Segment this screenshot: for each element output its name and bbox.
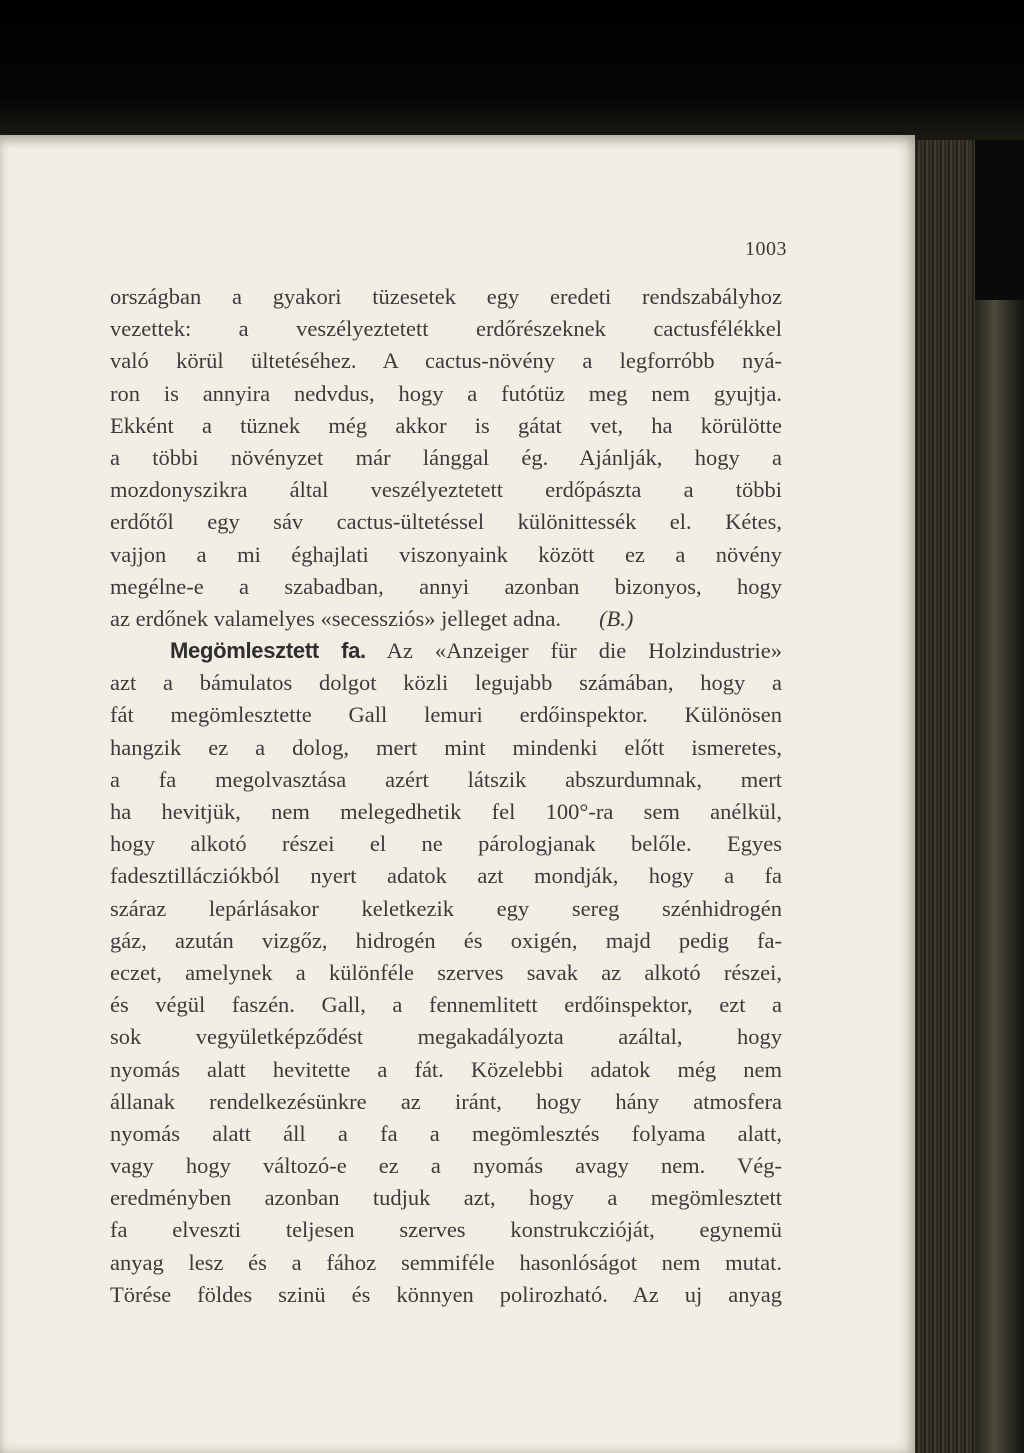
paragraph-1-line: vezettek: a veszélyeztetett erdőrészeknek cactusfélékkel (110, 316, 782, 342)
paragraph-1-line: a többi növényzet már lánggal ég. Ajánlják, hogy a (110, 444, 782, 470)
paragraph-1-line: vajjon a mi éghajlati viszonyaink között ez a növény (110, 541, 782, 567)
paragraph-2-first-line-text: Az «Anzeiger für die Holzindustrie» (386, 638, 782, 664)
paragraph-1-line: erdőtől egy sáv cactus-ültetéssel különittessék el. Kétes, (110, 509, 782, 535)
scan-background-top (0, 0, 1024, 140)
paragraph-1-line: ron is annyira nedvdus, hogy a futótüz meg nem gyujtja. (110, 380, 782, 406)
paragraph-2-line: nyomás alatt áll a fa a megömlesztés folyama alatt, (110, 1120, 782, 1146)
paragraph-2-first-line (110, 635, 782, 667)
paragraph-2-line: sok vegyületképződést megakadályozta azáltal, hogy (110, 1024, 782, 1050)
paragraph-1-line: való körül ültetéséhez. A cactus-növény a legforróbb nyá- (110, 348, 782, 374)
paragraph-2-line: Törése földes szinü és könnyen polirozható. Az uj anyag (110, 1281, 782, 1307)
paragraph-2-line: fa elveszti teljesen szerves konstrukczióját, egynemü (110, 1217, 782, 1243)
paragraph-2-line: eczet, amelynek a különféle szerves savak az alkotó részei, (110, 959, 782, 985)
body-text (110, 281, 782, 1311)
paragraph-2-line: azt a bámulatos dolgot közli legujabb számában, hogy a (110, 670, 782, 696)
paragraph-2-line: vagy hogy változó-e ez a nyomás avagy nem. Vég- (110, 1153, 782, 1179)
paragraph-1-line: országban a gyakori tüzesetek egy eredeti rendszabályhoz (110, 284, 782, 309)
paragraph-1-last-line (110, 603, 782, 635)
paragraph-2-line: ha hevitjük, nem melegedhetik fel 100°-ra sem anélkül, (110, 799, 782, 824)
paragraph-1-line: Ekként a tüznek még akkor is gátat vet, ha körülötte (110, 412, 782, 438)
paragraph-2-line: hogy alkotó részei el ne párologjanak belőle. Egyes (110, 831, 782, 857)
paragraph-1-line: megélne-e a szabadban, annyi azonban bizonyos, hogy (110, 573, 782, 599)
paragraph-2-line: fát megömlesztette Gall lemuri erdőinspektor. Különösen (110, 702, 782, 728)
page-number: 1003 (745, 238, 787, 260)
paragraph-2-line: fadesztillácziókból nyert adatok azt mondják, hogy a fa (110, 863, 782, 889)
paragraph-2-line: gáz, azután vizgőz, hidrogén és oxigén, majd pedig fa- (110, 927, 782, 953)
paragraph-2-line: nyomás alatt hevitette a fát. Közelebbi adatok még nem (110, 1056, 782, 1082)
paragraph-1-line: mozdonyszikra által veszélyeztetett erdőpászta a többi (110, 477, 782, 503)
author-signature: (B.) (599, 605, 634, 631)
paragraph-2-line: eredményben azonban tudjuk azt, hogy a megömlesztett (110, 1185, 782, 1211)
paragraph-2-line: hangzik ez a dolog, mert mint mindenki előtt ismeretes, (110, 734, 782, 760)
paragraph-2-line: anyag lesz és a fához semmiféle hasonlóságot nem mutat. (110, 1249, 782, 1275)
book-cover-edge (975, 300, 1024, 1453)
paragraph-2-line: a fa megolvasztása azért látszik abszurdumnak, mert (110, 766, 782, 792)
section-heading: Megömlesztett fa. (170, 638, 366, 664)
book-binding-edge (905, 140, 975, 1453)
paragraph-2-line: és végül faszén. Gall, a fennemlitett erdőinspektor, ezt a (110, 992, 782, 1018)
paragraph-2-line: száraz lepárlásakor keletkezik egy sereg szénhidrogén (110, 895, 782, 921)
paragraph-1-closing-text: az erdőnek valamelyes «secessziós» jelleget adna. (110, 605, 562, 631)
paragraph-2-line: állanak rendelkezésünkre az iránt, hogy hány atmosfera (110, 1088, 782, 1114)
